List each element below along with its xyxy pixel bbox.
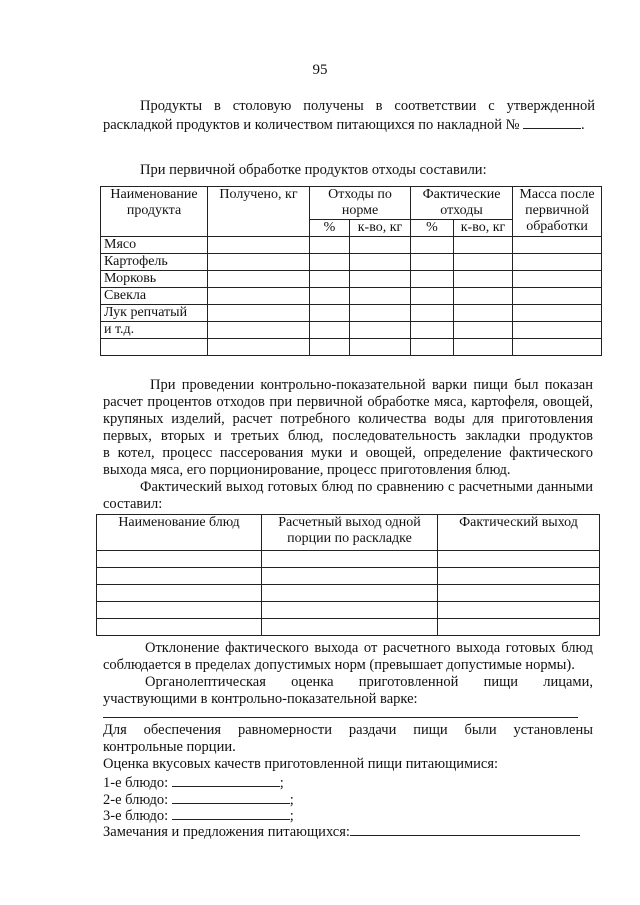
- empty-cell[interactable]: [411, 322, 454, 339]
- empty-cell[interactable]: [310, 237, 350, 254]
- empty-cell[interactable]: [310, 305, 350, 322]
- empty-cell[interactable]: [350, 322, 411, 339]
- empty-cell[interactable]: [208, 305, 310, 322]
- empty-cell[interactable]: [438, 568, 600, 585]
- header-actual-kg: к-во, кг: [454, 220, 513, 237]
- empty-cell[interactable]: [513, 305, 602, 322]
- taste-dish-3: 3-е блюдо: ;: [103, 808, 294, 824]
- empty-cell[interactable]: [350, 288, 411, 305]
- empty-cell[interactable]: [208, 254, 310, 271]
- empty-cell[interactable]: [411, 254, 454, 271]
- page-number: 95: [312, 62, 328, 78]
- empty-cell[interactable]: [310, 271, 350, 288]
- table-row: [101, 322, 602, 339]
- product-name-cell: и т.д.: [101, 322, 208, 339]
- empty-cell[interactable]: [513, 288, 602, 305]
- uniform-line-2: контрольные порции.: [103, 739, 236, 755]
- header-mass-after: Масса после первичной обработки: [513, 187, 602, 237]
- empty-cell[interactable]: [262, 568, 438, 585]
- intro-line-2: [103, 115, 585, 134]
- product-name-cell: Свекла: [101, 288, 208, 305]
- table-row: [101, 254, 602, 271]
- empty-cell[interactable]: [411, 271, 454, 288]
- empty-cell[interactable]: [208, 339, 310, 356]
- empty-cell[interactable]: [350, 237, 411, 254]
- empty-cell[interactable]: [438, 619, 600, 636]
- empty-cell[interactable]: [513, 271, 602, 288]
- empty-cell[interactable]: [513, 322, 602, 339]
- waste-title: При первичной обработке продуктов отходы составили:: [140, 162, 487, 178]
- deviation-line-2: соблюдается в пределах допустимых норм (превышает допустимые нормы).: [103, 657, 575, 673]
- invoice-number-blank[interactable]: [523, 115, 581, 129]
- intro-line-2-text: раскладкой продуктов и количеством питающихся по накладной №: [103, 117, 520, 133]
- empty-cell[interactable]: [454, 271, 513, 288]
- organoleptic-blank-line[interactable]: [103, 717, 578, 718]
- header-calc-output: Расчетный выход одной порции по раскладке: [262, 515, 438, 551]
- table-row: [101, 237, 602, 254]
- empty-cell[interactable]: [97, 568, 262, 585]
- control-line-1: При проведении контрольно-показательной варки пищи был показан: [150, 377, 593, 393]
- product-name-cell: Морковь: [101, 271, 208, 288]
- header-dish: Наименование блюд: [97, 515, 262, 551]
- empty-cell[interactable]: [438, 585, 600, 602]
- empty-cell[interactable]: [454, 288, 513, 305]
- empty-cell[interactable]: [454, 237, 513, 254]
- table-row: [101, 271, 602, 288]
- empty-cell[interactable]: [262, 585, 438, 602]
- control-line-5: в котел, процесс пассерования муки и овощей, определение фактического: [103, 445, 593, 461]
- header-norm-waste: Отходы по норме: [310, 187, 411, 220]
- empty-cell[interactable]: [411, 305, 454, 322]
- table-row: [101, 339, 602, 356]
- dish-2-blank[interactable]: [172, 790, 290, 804]
- header-norm-pct: %: [310, 220, 350, 237]
- taste-dish-1: 1-е блюдо: ;: [103, 775, 284, 791]
- taste-title: Оценка вкусовых качеств приготовленной пищи питающимися:: [103, 756, 499, 772]
- empty-cell[interactable]: [350, 339, 411, 356]
- intro-line-1: Продукты в столовую получены в соответствии с утвержденной: [140, 98, 595, 114]
- empty-cell[interactable]: [350, 254, 411, 271]
- empty-cell[interactable]: [411, 339, 454, 356]
- table-row: [97, 551, 600, 568]
- empty-cell[interactable]: [513, 254, 602, 271]
- empty-cell[interactable]: [454, 339, 513, 356]
- empty-cell[interactable]: [411, 288, 454, 305]
- header-actual-pct: %: [411, 220, 454, 237]
- table-row: [101, 288, 602, 305]
- empty-cell[interactable]: [438, 602, 600, 619]
- dish-1-blank[interactable]: [172, 773, 280, 787]
- empty-cell[interactable]: [310, 288, 350, 305]
- intro-line-2-end: .: [581, 117, 585, 133]
- empty-cell[interactable]: [262, 602, 438, 619]
- empty-cell[interactable]: [97, 619, 262, 636]
- control-line-2: расчет процентов отходов при первичной обработке мяса, картофеля, овощей,: [103, 394, 593, 410]
- header-received: Получено, кг: [208, 187, 310, 237]
- dish-3-blank[interactable]: [172, 806, 290, 820]
- remarks-line: Замечания и предложения питающихся:: [103, 822, 580, 841]
- control-line-3: крупяных изделий, расчет потребного количества воды для приготовления: [103, 411, 593, 427]
- empty-cell[interactable]: [350, 305, 411, 322]
- product-name-cell: [101, 339, 208, 356]
- table-row: [97, 585, 600, 602]
- output-line-2: составил:: [103, 496, 163, 512]
- empty-cell[interactable]: [513, 237, 602, 254]
- header-norm-kg: к-во, кг: [350, 220, 411, 237]
- empty-cell[interactable]: [310, 322, 350, 339]
- product-name-cell: Картофель: [101, 254, 208, 271]
- control-line-6: выхода мяса, его порционирование, процесс приготовления блюд.: [103, 462, 511, 478]
- empty-cell[interactable]: [97, 602, 262, 619]
- empty-cell[interactable]: [454, 254, 513, 271]
- header-actual-waste: Фактические отходы: [411, 187, 513, 220]
- empty-cell[interactable]: [208, 322, 310, 339]
- table-row: [101, 305, 602, 322]
- deviation-line-1: Отклонение фактического выхода от расчетного выхода готовых блюд: [145, 640, 593, 656]
- product-name-cell: Лук репчатый: [101, 305, 208, 322]
- output-table: [96, 514, 600, 636]
- empty-cell[interactable]: [454, 322, 513, 339]
- empty-cell[interactable]: [411, 237, 454, 254]
- table-row: [97, 619, 600, 636]
- empty-cell[interactable]: [262, 619, 438, 636]
- remarks-blank[interactable]: [350, 822, 580, 836]
- output-line-1: Фактический выход готовых блюд по сравнению с расчетными данными: [140, 479, 593, 495]
- empty-cell[interactable]: [310, 254, 350, 271]
- waste-table: [100, 186, 602, 356]
- control-line-4: первых, вторых и третьих блюд, последовательность закладки продуктов: [103, 428, 593, 444]
- product-name-cell: Мясо: [101, 237, 208, 254]
- empty-cell[interactable]: [97, 551, 262, 568]
- empty-cell[interactable]: [350, 271, 411, 288]
- organoleptic-line-1: Органолептическая оценка приготовленной пищи лицами,: [145, 674, 593, 690]
- empty-cell[interactable]: [97, 585, 262, 602]
- empty-cell[interactable]: [310, 339, 350, 356]
- organoleptic-line-2: участвующими в контрольно-показательной варке:: [103, 691, 418, 707]
- header-product-name: Наименование продукта: [101, 187, 208, 237]
- empty-cell[interactable]: [208, 271, 310, 288]
- empty-cell[interactable]: [513, 339, 602, 356]
- empty-cell[interactable]: [208, 237, 310, 254]
- empty-cell[interactable]: [454, 305, 513, 322]
- taste-dish-2: 2-е блюдо: ;: [103, 792, 294, 808]
- table-row: [97, 568, 600, 585]
- empty-cell[interactable]: [262, 551, 438, 568]
- empty-cell[interactable]: [438, 551, 600, 568]
- uniform-line-1: Для обеспечения равномерности раздачи пищи были установлены: [103, 722, 593, 738]
- table-row: [97, 602, 600, 619]
- empty-cell[interactable]: [208, 288, 310, 305]
- header-actual-output: Фактический выход: [438, 515, 600, 551]
